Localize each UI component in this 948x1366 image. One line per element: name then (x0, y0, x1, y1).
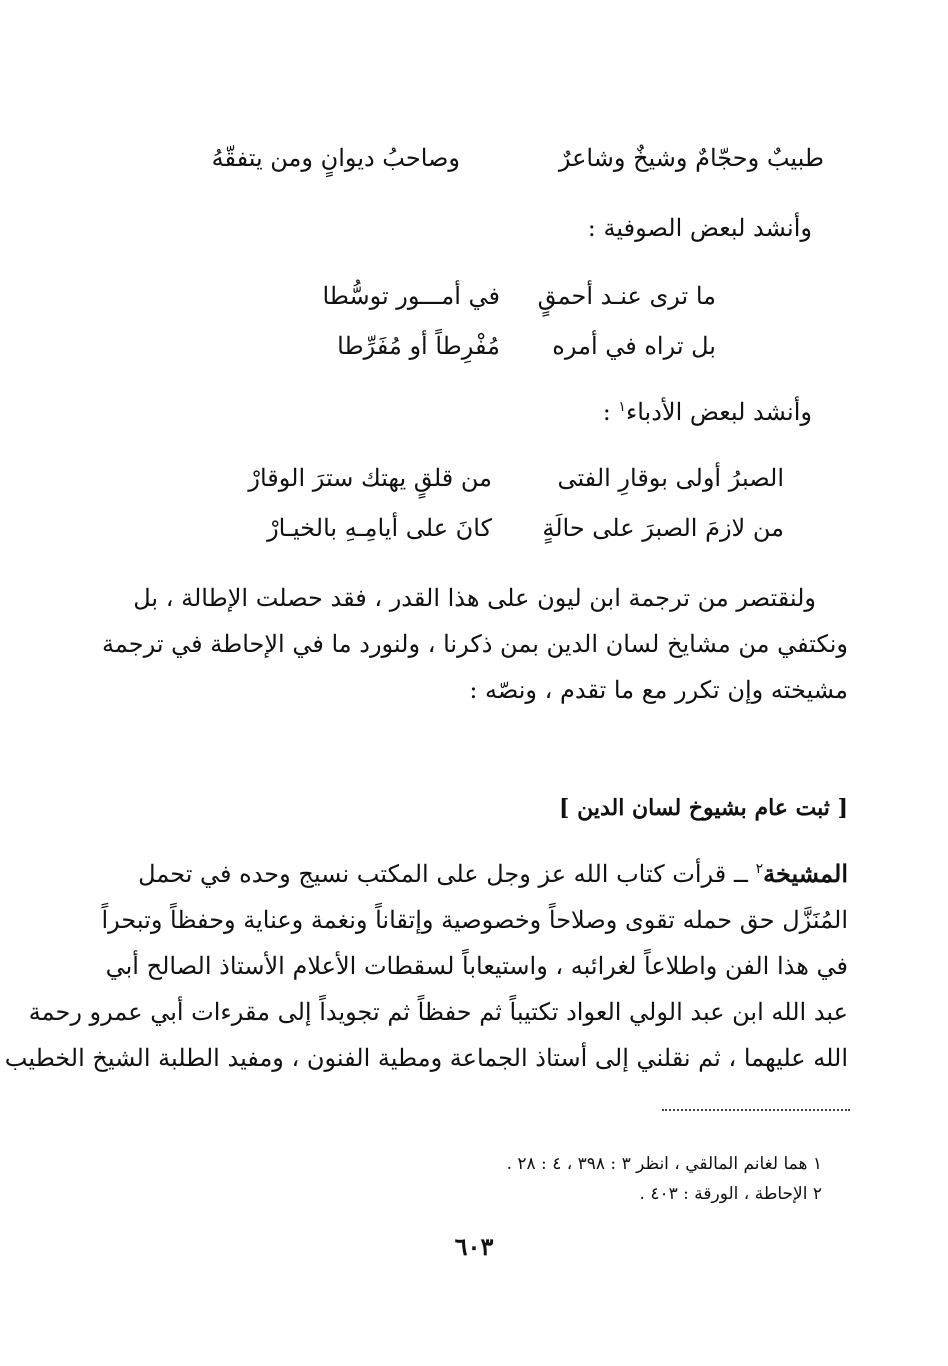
udaba-intro-text: وأنشد لبعض الأدباء (625, 398, 812, 426)
poem2-line-1 (248, 460, 784, 496)
paragraph2-line-1-text: ــ قرأت كتاب الله عز وجل على المكتب نسيج وحده في تحمل (138, 860, 756, 888)
paragraph1-line-1: ولنقتصر من ترجمة ابن ليون على هذا القدر ، فقد حصلت الإطالة ، بل (133, 584, 816, 612)
footnote-mark-1: ١ (618, 399, 626, 415)
poem1-line-1 (322, 278, 716, 314)
footnote-1: ١ هما لغانم المالقي ، انظر ٣ : ٣٩٨ ، ٤ : ٢٨ . (506, 1154, 822, 1174)
page-number: ٦٠٣ (454, 1232, 494, 1261)
hemistich-first: من لازمَ الصبرَ على حالَةٍ (542, 514, 784, 542)
footnote-mark-2: ٢ (755, 861, 764, 877)
paragraph1-line-3: مشيخته وإن تكرر مع ما تقدم ، ونصّه : (469, 676, 848, 704)
hemistich-first: ما ترى عنـد أحمقٍ (537, 282, 716, 310)
paragraph2-lead: المشيخة (763, 859, 848, 888)
paragraph2-line-5: الله عليهما ، ثم نقلني إلى أستاذ الجماعة ومطية الفنون ، ومفيد الطلبة الشيخ الخطيب (4, 1044, 848, 1072)
paragraph2-line-4: عبد الله ابن عبد الولي العواد تكتيباً ثم حفظاً ثم تجويداً إلى مقرءات أبي عمرو رحمة (28, 998, 848, 1026)
udaba-intro-colon: : (602, 398, 619, 426)
hemistich-first: طبيبٌ وحجّامٌ وشيخٌ وشاعرٌ (558, 144, 824, 172)
section-heading: [ ثبت عام بشيوخ لسان الدين ] (559, 795, 848, 821)
paragraph2-line-3: في هذا الفن واطلاعاً لغرائبه ، واستيعاباً لسقطات الأعلام الأستاذ الصالح أبي (105, 952, 848, 980)
poem2-line-2 (267, 510, 784, 546)
hemistich-second: وصاحبُ ديوانٍ ومن يتفقّهُ (211, 144, 460, 172)
hemistich-first: الصبرُ أولى بوقارِ الفتى (557, 464, 784, 492)
hemistich-second: في أمـــور توسُّطا (322, 282, 500, 310)
poem1-line-2 (337, 328, 716, 364)
hemistich-second: كانَ على أيامِـهِ بالخيـارْ (267, 514, 492, 542)
udaba-intro-line (603, 394, 812, 430)
footnote-2: ٢ الإحاطة ، الورقة : ٤٠٣ . (639, 1184, 822, 1204)
footnote-separator (662, 1109, 850, 1111)
hemistich-second: من قلقٍ يهتك سترَ الوقارْ (248, 464, 492, 492)
paragraph2-line-1 (138, 856, 848, 892)
paragraph2-line-2: المُنَزَّل حق حمله تقوى وصلاحاً وخصوصية وإتقاناً ونغمة وعناية وحفظاً وتبحراً (101, 906, 848, 934)
verse-line-opening (212, 140, 824, 176)
sufi-intro-line: وأنشد لبعض الصوفية : (587, 214, 812, 242)
paragraph1-line-2: ونكتفي من مشايخ لسان الدين بمن ذكرنا ، ولنورد ما في الإحاطة في ترجمة (102, 630, 848, 658)
hemistich-second: مُفْرِطاً أو مُفَرِّطا (337, 332, 500, 360)
hemistich-first: بل تراه في أمره (552, 332, 716, 360)
